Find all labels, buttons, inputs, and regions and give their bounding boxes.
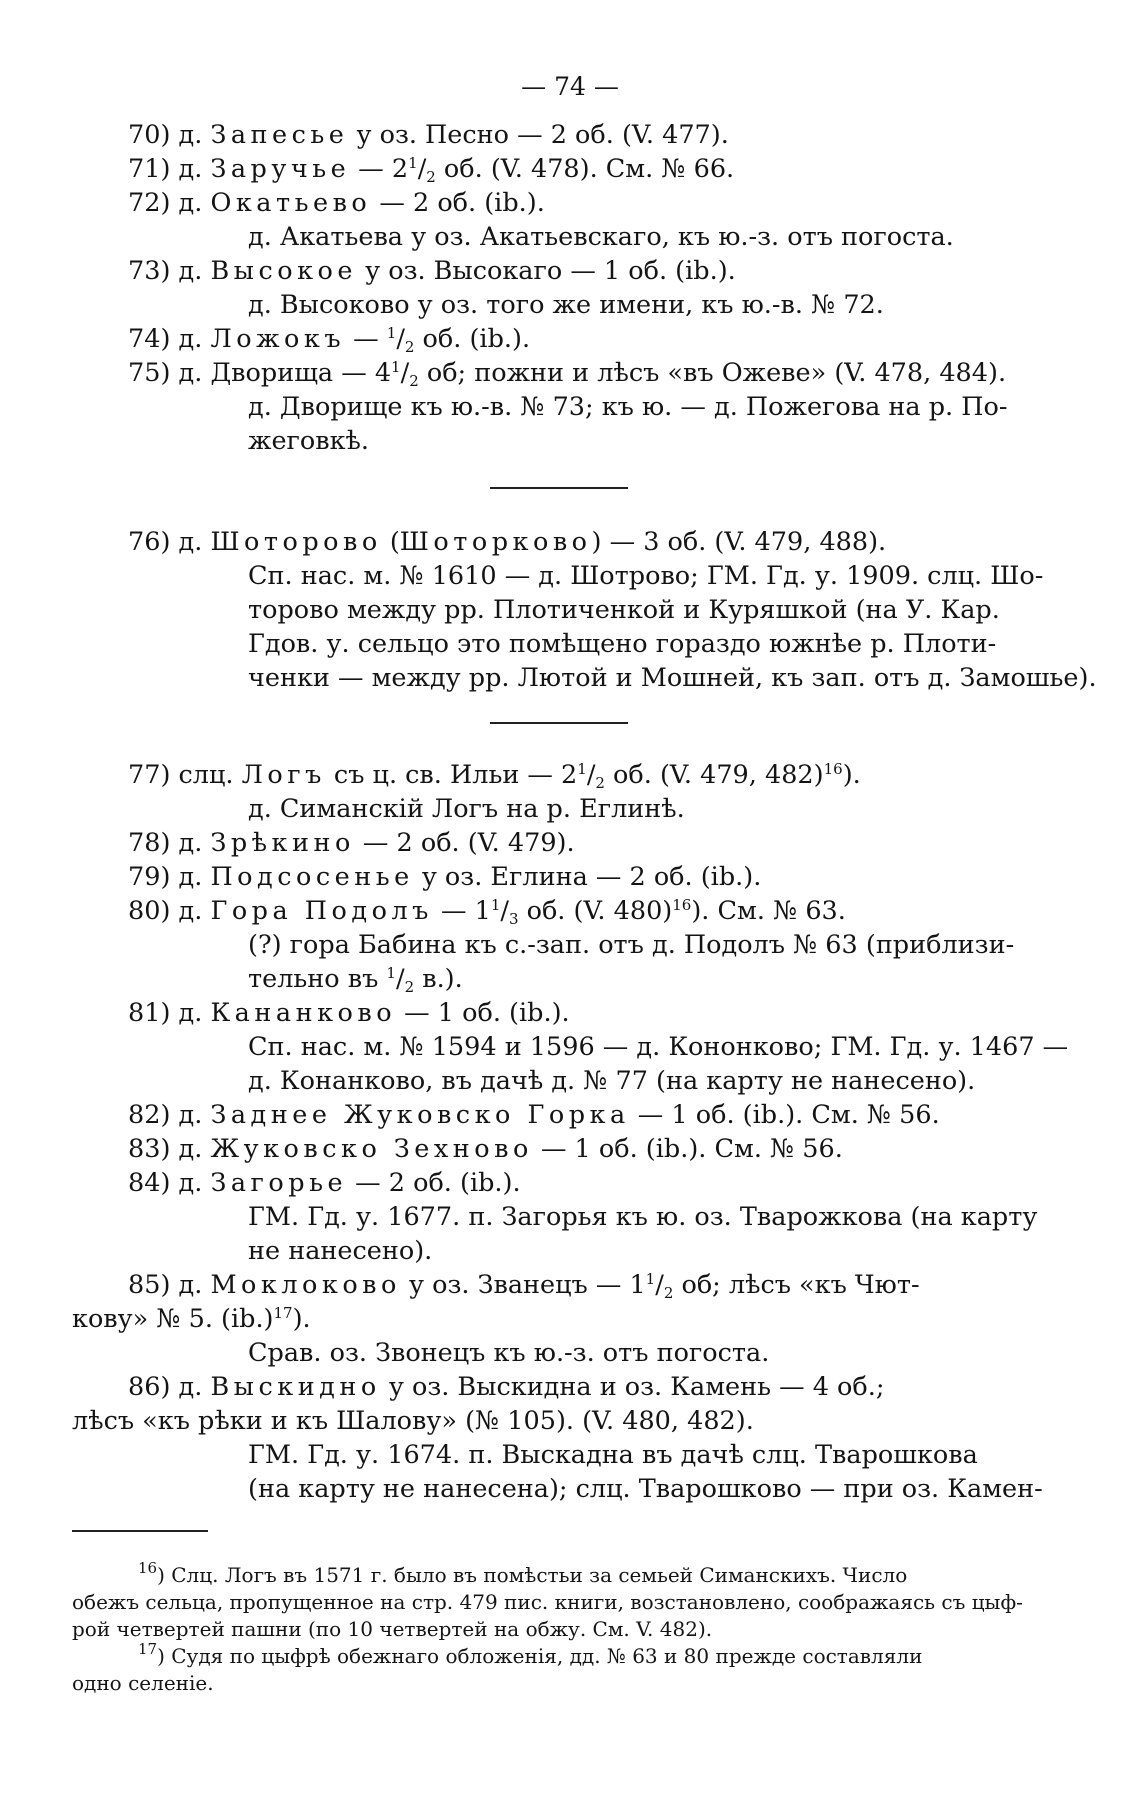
- fraction-denominator: 3: [508, 910, 519, 928]
- entry-81-note-cont: д. Конанково, въ дачѣ д. № 77 (на карту не нанесено).: [248, 1066, 976, 1096]
- entry-86-note-cont: (на карту не нанесена); слц. Тварошково — при оз. Камен-: [248, 1474, 1043, 1504]
- settlement-type: слц.: [178, 760, 234, 790]
- entry-75: [128, 356, 1006, 390]
- entry-text: ).: [292, 1304, 311, 1334]
- settlement-name: Окатьево: [210, 188, 372, 218]
- footnote-16: [138, 1559, 908, 1588]
- entry-78: [128, 826, 575, 860]
- settlement-name: Кананково: [210, 998, 397, 1028]
- entry-text: у оз. Высокаго — 1 об. (ib.).: [357, 256, 736, 286]
- entry-number: 79): [128, 862, 171, 892]
- settlement-type: д.: [178, 1134, 203, 1164]
- entry-text: (: [381, 527, 400, 557]
- entry-text: об; лѣсъ «къ Чют-: [673, 1270, 920, 1300]
- entry-text: об. (V. 480): [518, 896, 673, 926]
- entry-number: 73): [128, 256, 171, 286]
- settlement-name: Загорье: [210, 1168, 348, 1198]
- fraction-slash: /: [500, 896, 509, 926]
- entry-number: 72): [128, 188, 171, 218]
- entry-76-note-cont: ченки — между рр. Лютой и Мошней, къ зап. отъ д. Замошье).: [248, 663, 1097, 693]
- entry-text: — 2: [350, 154, 409, 184]
- footnote-text: ) Судя по цыфрѣ обежнаго обложенія, дд. № 63 и 80 прежде составляли: [157, 1644, 923, 1668]
- entry-number: 80): [128, 896, 171, 926]
- entry-number: 71): [128, 154, 171, 184]
- settlement-type: д.: [178, 358, 203, 388]
- entry-73: [128, 254, 736, 288]
- settlement-type: д.: [178, 324, 203, 354]
- entry-number: 70): [128, 120, 171, 150]
- entry-75-note: д. Дворище къ ю.-в. № 73; къ ю. — д. Пожегова на р. По-: [248, 392, 1008, 422]
- settlement-type: д.: [178, 527, 203, 557]
- entry-86-cont: лѣсъ «къ рѣки и къ Шалову» (№ 105). (V. 480, 482).: [72, 1406, 754, 1436]
- entry-text: у оз. Еглина — 2 об. (ib.).: [413, 862, 762, 892]
- settlement-type: д.: [178, 998, 203, 1028]
- entry-84-note: ГМ. Гд. у. 1677. п. Загорья къ ю. оз. Тварожкова (на карту: [248, 1202, 1038, 1232]
- settlement-name: Запесье: [210, 120, 349, 150]
- entry-number: 77): [128, 760, 171, 790]
- footnote-reference: 16: [672, 896, 692, 914]
- entry-number: 76): [128, 527, 171, 557]
- settlement-name: Жуковско Зехново: [210, 1134, 533, 1164]
- entry-84-note-cont: не нанесено).: [248, 1236, 433, 1266]
- fraction-numerator: 1: [386, 964, 396, 982]
- entry-76-note-cont: Гдов. у. сельцо это помѣщено гораздо южнѣе р. Плоти-: [248, 629, 997, 659]
- entry-83: [128, 1132, 843, 1166]
- entry-text: тельно въ: [248, 964, 387, 994]
- entry-number: 78): [128, 828, 171, 858]
- entry-text: кову» № 5. (ib.): [72, 1304, 274, 1334]
- settlement-type: д.: [178, 828, 203, 858]
- entry-80: [128, 894, 846, 928]
- entry-text: ). См. № 63.: [691, 896, 846, 926]
- fraction-denominator: 2: [404, 978, 415, 996]
- entry-text: в.).: [414, 964, 463, 994]
- entry-text: об. (ib.).: [414, 324, 531, 354]
- footnote-text: ) Слц. Логъ въ 1571 г. было въ помѣстьи за семьей Симанскихъ. Число: [157, 1563, 908, 1587]
- fraction-slash: /: [586, 760, 596, 790]
- section-divider: [490, 487, 628, 489]
- entry-number: 74): [128, 324, 171, 354]
- entry-text: — 2 об. (V. 479).: [354, 828, 575, 858]
- settlement-alt-name: Шоторково: [399, 527, 592, 557]
- entry-85-cont: [72, 1302, 311, 1336]
- footnote-17-cont: одно селеніе.: [72, 1671, 214, 1695]
- entry-86-note: ГМ. Гд. у. 1674. п. Выскадна въ дачѣ слц. Тварошкова: [248, 1440, 978, 1470]
- entry-text: — 1 об. (ib.). См. № 56.: [629, 1100, 940, 1130]
- entry-number: 86): [128, 1372, 171, 1402]
- settlement-type: д.: [178, 896, 203, 926]
- fraction-numerator: 1: [391, 358, 401, 376]
- settlement-name: Заднее Жуковско Горка: [210, 1100, 630, 1130]
- settlement-type: д.: [178, 1270, 203, 1300]
- footnote-reference: 17: [273, 1304, 293, 1322]
- footnote-reference: 16: [823, 760, 843, 778]
- settlement-type: д.: [178, 1100, 203, 1130]
- entry-text: ).: [842, 760, 861, 790]
- settlement-name: Гора Подолъ: [210, 896, 433, 926]
- entry-74: [128, 322, 530, 356]
- footnote-divider: [72, 1530, 208, 1532]
- fraction-denominator: 2: [409, 372, 419, 390]
- settlement-type: д.: [178, 256, 203, 286]
- entry-72-note: д. Акатьева у оз. Акатьевскаго, къ ю.-з. отъ погоста.: [248, 222, 954, 252]
- entry-70: [128, 118, 729, 152]
- entry-text: Дворища — 4: [210, 358, 392, 388]
- settlement-name: Подсосенье: [210, 862, 414, 892]
- fraction-numerator: 1: [490, 896, 501, 914]
- fraction-denominator: 2: [663, 1284, 674, 1302]
- entry-76-note: Сп. нас. м. № 1610 — д. Шотрово; ГМ. Гд. у. 1909. слц. Шо-: [248, 561, 1044, 591]
- fraction-denominator: 2: [595, 774, 605, 792]
- fraction-slash: /: [417, 154, 427, 184]
- fraction-numerator: 1: [577, 760, 587, 778]
- settlement-name: Выскидно: [210, 1372, 381, 1402]
- entry-73-note: д. Высоково у оз. того же имени, къ ю.-в. № 72.: [248, 290, 884, 320]
- entry-text: об. (V. 478). См. № 66.: [435, 154, 735, 184]
- entry-text: — 2 об. (ib.).: [371, 188, 545, 218]
- entry-number: 85): [128, 1270, 171, 1300]
- entry-79: [128, 860, 761, 894]
- entry-81-note: Сп. нас. м. № 1594 и 1596 — д. Кононково; ГМ. Гд. у. 1467 —: [248, 1032, 1069, 1062]
- entry-text: у оз. Выскидна и оз. Камень — 4 об.;: [380, 1372, 885, 1402]
- fraction-slash: /: [400, 358, 410, 388]
- entry-80-note: (?) гора Бабина къ с.-зап. отъ д. Подолъ № 63 (приблизи-: [248, 930, 1015, 960]
- fraction-slash: /: [395, 964, 405, 994]
- footnote-mark: 16: [138, 1559, 158, 1577]
- settlement-name: Высокое: [210, 256, 357, 286]
- settlement-name: Ложокъ: [210, 324, 346, 354]
- entry-text: об; пожни и лѣсъ «въ Ожеве» (V. 478, 484).: [418, 358, 1007, 388]
- settlement-type: д.: [178, 120, 203, 150]
- entry-number: 75): [128, 358, 171, 388]
- settlement-type: д.: [178, 862, 203, 892]
- entry-text: съ ц. св. Ильи — 2: [325, 760, 578, 790]
- entry-72: [128, 186, 545, 220]
- settlement-type: д.: [178, 154, 203, 184]
- entry-text: — 2 об. (ib.).: [347, 1168, 521, 1198]
- settlement-name: Шоторово: [210, 527, 382, 557]
- settlement-name: Заручье: [210, 154, 351, 184]
- settlement-name: Моклоково: [210, 1270, 401, 1300]
- entry-text: у оз. Званецъ — 1: [400, 1270, 646, 1300]
- fraction-denominator: 2: [404, 338, 415, 356]
- fraction-numerator: 1: [386, 324, 397, 342]
- entry-75-note-cont: жеговкѣ.: [248, 426, 370, 456]
- settlement-type: д.: [178, 188, 203, 218]
- entry-text: ) — 3 об. (V. 479, 488).: [591, 527, 887, 557]
- entry-text: об. (V. 479, 482): [604, 760, 824, 790]
- fraction-slash: /: [655, 1270, 664, 1300]
- entry-77-note: д. Симанскій Логъ на р. Еглинѣ.: [248, 794, 685, 824]
- fraction-denominator: 2: [426, 168, 436, 186]
- footnote-16-cont: обежъ сельца, пропущенное на стр. 479 пис. книги, возстановлено, соображаясь съ цыф-: [72, 1590, 1023, 1614]
- entry-number: 84): [128, 1168, 171, 1198]
- entry-81: [128, 996, 570, 1030]
- fraction-numerator: 1: [408, 154, 418, 172]
- entry-text: — 1 об. (ib.). См. № 56.: [532, 1134, 843, 1164]
- entry-number: 81): [128, 998, 171, 1028]
- entry-85: [128, 1268, 920, 1302]
- entry-number: 82): [128, 1100, 171, 1130]
- section-divider: [490, 722, 628, 724]
- entry-82: [128, 1098, 940, 1132]
- settlement-name: Логъ: [241, 760, 326, 790]
- entry-76-note-cont: торово между рр. Плотиченкой и Куряшкой (на У. Кар.: [248, 595, 1000, 625]
- settlement-type: д.: [178, 1168, 203, 1198]
- footnote-17: [138, 1640, 923, 1669]
- entry-86: [128, 1370, 884, 1404]
- settlement-name: Зрѣкино: [210, 828, 355, 858]
- entry-80-note-cont: [248, 962, 463, 996]
- entry-text: — 1 об. (ib.).: [396, 998, 570, 1028]
- settlement-type: д.: [178, 1372, 203, 1402]
- fraction-slash: /: [396, 324, 405, 354]
- fraction-numerator: 1: [645, 1270, 656, 1288]
- entry-71: [128, 152, 734, 186]
- entry-77: [128, 758, 861, 792]
- entry-text: у оз. Песно — 2 об. (V. 477).: [348, 120, 729, 150]
- entry-84: [128, 1166, 521, 1200]
- entry-number: 83): [128, 1134, 171, 1164]
- entry-text: —: [345, 324, 387, 354]
- footnote-16-cont: рой четвертей пашни (по 10 четвертей на обжу. См. V. 482).: [72, 1617, 713, 1641]
- entry-85-note: Срав. оз. Звонецъ къ ю.-з. отъ погоста.: [248, 1338, 770, 1368]
- page-number: — 74 —: [521, 72, 619, 101]
- entry-76: [128, 525, 886, 559]
- entry-text: — 1: [432, 896, 491, 926]
- footnote-mark: 17: [138, 1640, 158, 1658]
